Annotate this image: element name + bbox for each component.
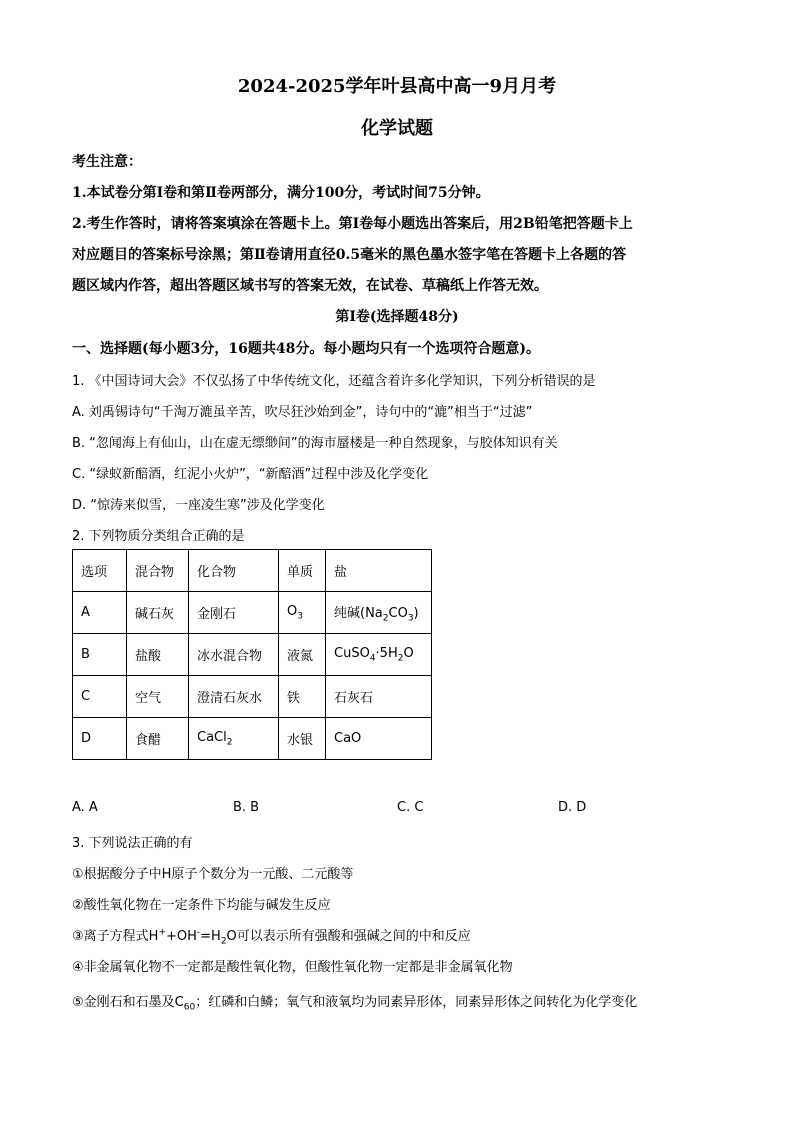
cell-mixture: 食醋 [127,718,189,760]
formula-subscript: 2 [226,737,233,748]
statement-text: ⑤金刚石和石墨及C [72,995,184,1010]
q1-option-c: C. “绿蚁新醅酒，红泥小火炉”，“新醅酒”过程中涉及化学变化 [72,467,429,482]
formula-subscript: 3 [297,611,303,622]
cell-salt: 石灰石 [326,676,432,718]
q3-statement-2: ②酸性氧化物在一定条件下均能与碱发生反应 [72,898,331,913]
cell-option: B [73,634,127,676]
cell-option: C [73,676,127,718]
ion-charge: + [158,927,166,938]
notice-item-2-line-1: 2.考生作答时，请将答案填涂在答题卡上。第Ⅰ卷每小题选出答案后，用2B铅笔把答题卡上 [72,216,633,232]
table-row [73,676,432,718]
q1-option-b: B. “忽闻海上有仙山，山在虚无缥缈间”的海市蜃楼是一种自然现象，与胶体知识有关 [72,436,558,451]
statement-text: O可以表示所有强酸和强碱之间的中和反应 [226,929,471,944]
cell-salt [326,592,432,634]
statement-text: ③离子方程式H [72,929,159,944]
header-option: 选项 [73,550,127,592]
cell-salt [326,634,432,676]
notice-item-2-line-2: 对应题目的答案标号涂黑；第Ⅱ卷请用直径0.5毫米的黑色墨水签字笔在答题卡上各题的答 [72,247,627,263]
q3-stem: 3. 下列说法正确的有 [72,836,193,851]
cell-mixture: 盐酸 [127,634,189,676]
header-compound: 化合物 [189,550,279,592]
notice-item-2-line-3: 题区域内作答，超出答题区域书写的答案无效，在试卷、草稿纸上作答无效。 [72,278,548,294]
cell-element: 铁 [279,676,326,718]
cell-option: D [73,718,127,760]
formula-text: ) [413,605,419,621]
formula-subscript: 2 [220,936,227,947]
q2-option-b: B. B [233,800,260,815]
table-row [73,592,432,634]
formula-subscript: 60 [183,1002,196,1013]
formula-text: O [403,645,414,661]
formula-subscript: 3 [407,613,414,624]
q2-option-c: C. C [397,800,424,815]
formula-text: CaCl [197,729,227,745]
formula-text: CuSO [334,645,370,661]
formula-subscript: 2 [382,613,389,624]
table-row [73,634,432,676]
q1-option-d: D. “惊涛来似雪，一座凌生寒”涉及化学变化 [72,498,325,513]
q2-option-d: D. D [558,800,587,815]
q2-stem: 2. 下列物质分类组合正确的是 [72,529,245,544]
header-element: 单质 [279,550,326,592]
q1-option-a: A. 刘禹锡诗句“千淘万漉虽辛苦，吹尽狂沙始到金”，诗句中的“漉”相当于“过滤” [72,405,533,420]
exam-title: 2024-2025学年叶县高中高一9月月考 [237,76,557,97]
formula-subscript: 4 [369,653,376,664]
q3-statement-4: ④非金属氧化物不一定都是酸性氧化物，但酸性氧化物一定都是非金属氧化物 [72,960,513,975]
q3-statement-5 [72,991,637,1013]
statement-text: ；红磷和白鳞；氧气和液氧均为同素异形体，同素异形体之间转化为化学变化 [195,995,638,1010]
subject-title: 化学试题 [361,118,433,139]
cell-mixture: 碱石灰 [127,592,189,634]
cell-compound: 冰水混合物 [189,634,279,676]
formula-text: 纯碱(Na [334,605,383,621]
table-row [73,718,432,760]
table-header-row [73,550,432,592]
cell-compound: 澄清石灰水 [189,676,279,718]
q1-stem: 1. 《中国诗词大会》不仅弘扬了中华传统文化，还蕴含着许多化学知识，下列分析错误的是 [72,374,596,389]
formula-text: CO [388,605,408,621]
cell-option: A [73,592,127,634]
part1-heading: 第Ⅰ卷(选择题48分) [335,309,459,325]
ion-charge: - [196,927,201,938]
q2-option-a: A. A [72,800,98,815]
cell-salt: CaO [326,718,432,760]
header-salt: 盐 [326,550,432,592]
formula-text: O [287,603,298,619]
formula-subscript: 2 [397,653,404,664]
statement-text: =H [200,929,221,944]
notice-item-1: 1.本试卷分第Ⅰ卷和第Ⅱ卷两部分，满分100分，考试时间75分钟。 [72,185,490,201]
q3-statement-3 [72,925,471,947]
section-heading: 一、选择题(每小题3分，16题共48分。每小题均只有一个选项符合题意)。 [72,341,540,357]
header-mixture: 混合物 [127,550,189,592]
cell-compound: 金刚石 [189,592,279,634]
notice-label: 考生注意： [72,154,142,170]
cell-element: 液氮 [279,634,326,676]
cell-mixture: 空气 [127,676,189,718]
q3-statement-1: ①根据酸分子中H原子个数分为一元酸、二元酸等 [72,867,354,882]
classification-table [72,549,432,760]
cell-compound [189,718,279,760]
cell-element [279,592,326,634]
cell-element: 水银 [279,718,326,760]
formula-text: ·5H [375,645,398,661]
statement-text: +OH [165,929,197,944]
